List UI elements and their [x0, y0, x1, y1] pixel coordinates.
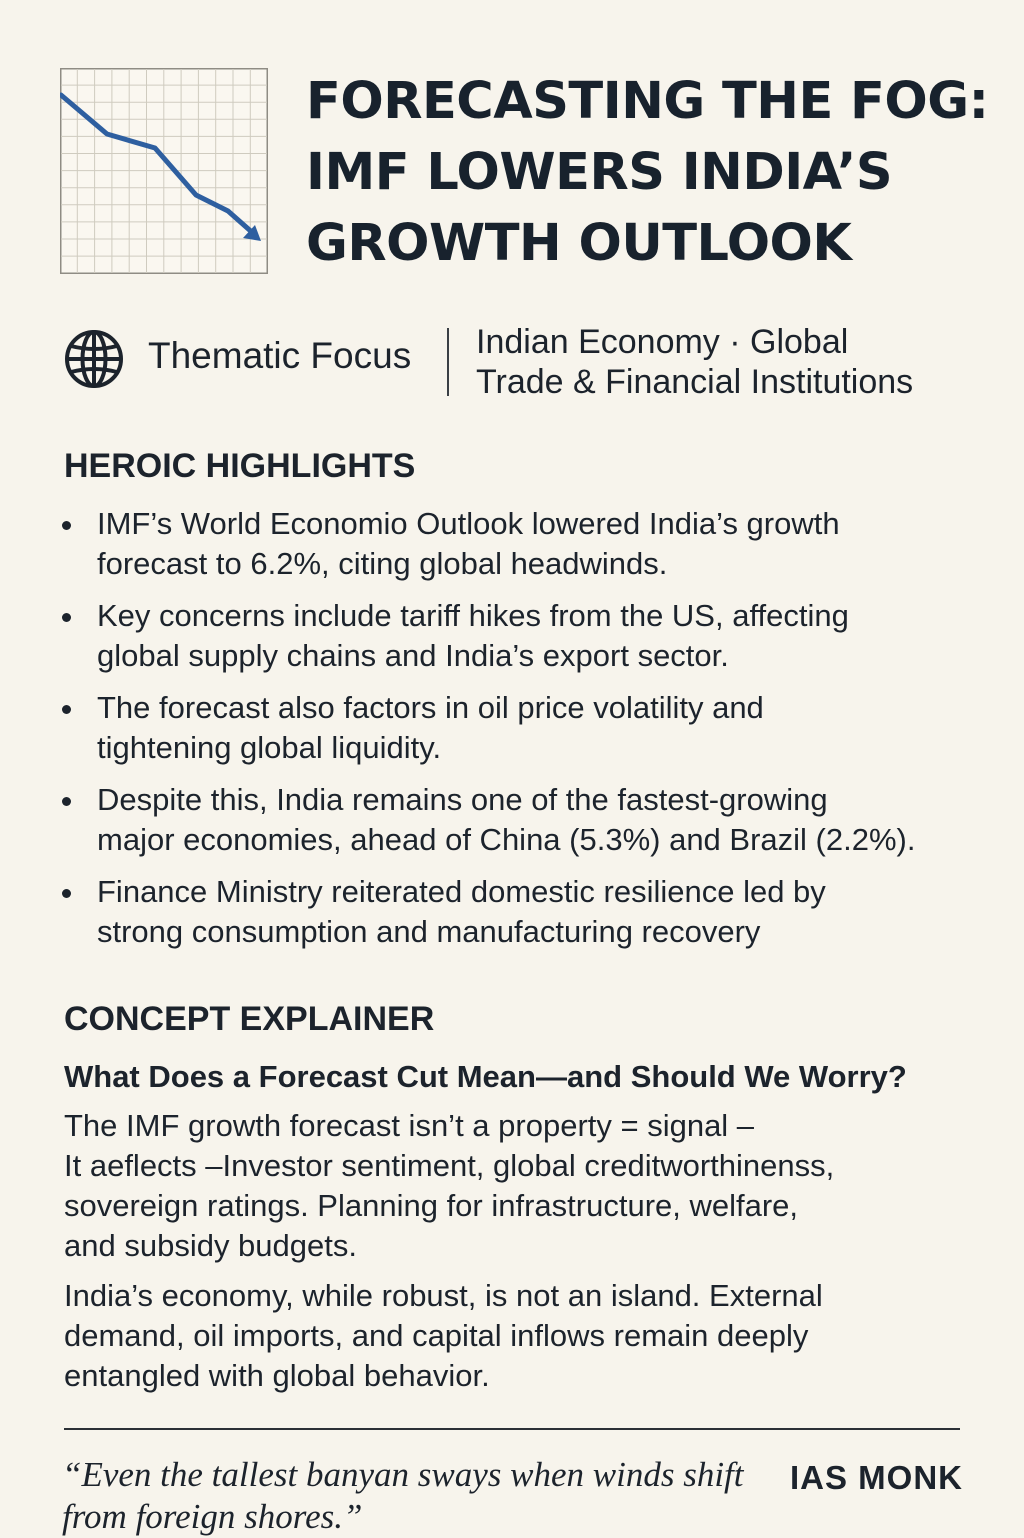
list-item	[58, 872, 978, 952]
paragraph-line: It aeflects –Investor sentiment, global creditworthinenss,	[64, 1148, 835, 1183]
list-item-line: global supply chains and India’s export sector.	[97, 638, 729, 673]
footer-divider	[64, 1428, 960, 1430]
explainer-paragraph	[64, 1106, 994, 1266]
list-item	[58, 688, 978, 768]
paragraph-line: The IMF growth forecast isn’t a property = signal –	[64, 1108, 755, 1143]
paragraph-line: demand, oil imports, and capital inflows remain deeply	[64, 1318, 809, 1353]
thematic-value-line: Trade & Financial Institutions	[476, 363, 914, 401]
quote-line: from foreign shores.”	[62, 1497, 363, 1536]
title-line: IMF LOWERS INDIA’S	[306, 143, 893, 202]
highlights-list	[58, 504, 978, 964]
thematic-focus-label: Thematic Focus	[148, 335, 412, 376]
title-line: GROWTH OUTLOOK	[306, 214, 852, 273]
footer-quote	[62, 1454, 762, 1538]
title-line: FORECASTING THE FOG:	[306, 72, 989, 131]
paragraph-line: entangled with global behavior.	[64, 1358, 490, 1393]
explainer-heading: CONCEPT EXPLAINER	[64, 1000, 435, 1038]
list-item-line: tightening global liquidity.	[97, 730, 442, 765]
list-item-line: major economies, ahead of China (5.3%) and Brazil (2.2%).	[97, 822, 916, 857]
list-item-line: IMF’s World Economio Outlook lowered India’s growth	[97, 506, 840, 541]
explainer-subheading: What Does a Forecast Cut Mean—and Should We Worry?	[64, 1059, 907, 1094]
list-item	[58, 780, 978, 860]
thematic-value-line: Indian Economy · Global	[476, 323, 849, 361]
highlights-heading: HEROIC HIGHLIGHTS	[64, 447, 416, 485]
paragraph-line: and subsidy budgets.	[64, 1228, 357, 1263]
list-item-line: strong consumption and manufacturing recovery	[97, 914, 761, 949]
paragraph-line: sovereign ratings. Planning for infrastructure, welfare,	[64, 1188, 799, 1223]
list-item-line: Despite this, India remains one of the fastest-growing	[97, 782, 828, 817]
list-item-line: Key concerns include tariff hikes from the US, affecting	[97, 598, 849, 633]
list-item	[58, 504, 978, 584]
quote-line: “Even the tallest banyan sways when winds shift	[62, 1455, 744, 1494]
explainer-paragraph	[64, 1276, 994, 1396]
list-item-line: The forecast also factors in oil price volatility and	[97, 690, 764, 725]
list-item-line: Finance Ministry reiterated domestic resilience led by	[97, 874, 826, 909]
declining-line-chart-icon	[60, 68, 268, 274]
paragraph-line: India’s economy, while robust, is not an island. External	[64, 1278, 823, 1313]
globe-icon	[64, 329, 124, 389]
brand-logo: IAS MONK	[790, 1459, 963, 1496]
page-title	[306, 66, 1006, 279]
vertical-divider	[447, 328, 449, 396]
list-item	[58, 596, 978, 676]
thematic-focus-value	[476, 322, 1006, 402]
list-item-line: forecast to 6.2%, citing global headwinds.	[97, 546, 668, 581]
